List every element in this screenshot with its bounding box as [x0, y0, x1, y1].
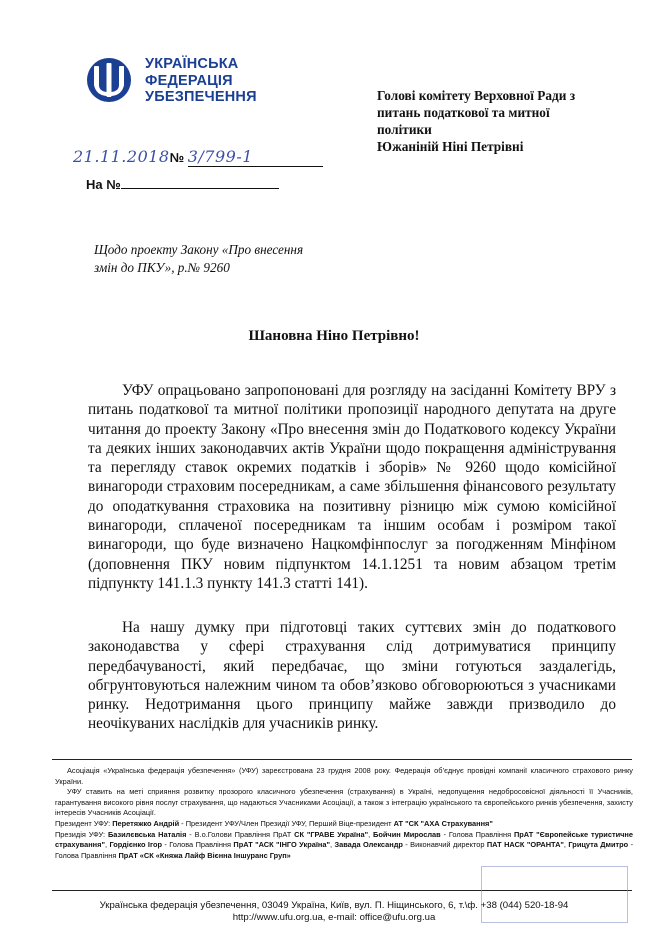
president-company: АТ "СК "АХА Страхування": [393, 818, 493, 828]
presidium-member-role: - Голова Правління: [161, 840, 234, 850]
presidium-member-name: Гордієнко Ігор: [109, 840, 162, 850]
president-name: Перетяжко Андрій: [112, 818, 180, 828]
presidium-member-role: - В.о.Голови Правління ПрАТ: [186, 829, 295, 839]
presidium-label: Президія УФУ:: [55, 829, 108, 839]
number-sign: №: [169, 150, 185, 165]
org-name-line: ФЕДЕРАЦІЯ: [145, 72, 233, 89]
footer-divider: [52, 759, 632, 760]
addressee-line: політики: [377, 122, 432, 137]
footer-president: [55, 819, 633, 830]
footer-note: УФУ ставить на меті сприяння розвитку прозорого класичного убезпечення (страхування) в Україні, недопущення недобросовісної діяльності її Учасників, гарантування високого рівня послуг страхування, що надаються Учасниками Асоціації, а також з інтеграцію українського та європейського ринків убезпечення, захисту інтересів Учасників Асоціації.: [55, 787, 633, 818]
salutation: Шановна Ніно Петрівно!: [248, 328, 420, 344]
incoming-label: На №: [86, 177, 121, 192]
president-role: - Президент УФУ/Член Президії УФУ, Перший Віце-президент: [179, 818, 394, 828]
contact-info: [0, 900, 668, 924]
president-label: Президент УФУ:: [55, 818, 113, 828]
org-name-line: УБЕЗПЕЧЕННЯ: [145, 89, 257, 105]
presidium-member-name: Бойчин Мирослав: [373, 829, 441, 839]
footer-notes: [55, 766, 633, 861]
presidium-member-role: - Виконавчий директор: [402, 840, 487, 850]
org-name-line: УКРАЇНСЬКА: [145, 56, 239, 72]
subject-line: змін до ПКУ», р.№ 9260: [94, 260, 230, 275]
presidium-member-role: - Голова Правління: [55, 840, 634, 860]
outgoing-number: 3/799-1: [187, 147, 253, 166]
footer-presidium: Президія УФУ: Базилєвська Наталія - В.о.Голови Правління ПрАТ СК "ГРАВЕ Україна", Бойчин Мирослав - Голова Правління ПрАТ "Європейське туристичне страхування", Гордієнко Ігор - Голова Правління ПрАТ "АСК "ІНГО Україна", Завада Олександр - Виконавчий директор ПАТ НАСК "ОРАНТА", Грицута Дмитро - Голова Правління ПрАТ «СК «Княжа Лайф Вієнна Іншуранс Груп»: [55, 829, 634, 860]
presidium-member-role: - Голова Правління: [440, 829, 514, 839]
subject-line: Щодо проекту Закону «Про внесення: [94, 242, 304, 257]
incoming-reference: [86, 176, 279, 192]
addressee-line: питань податкової та митної: [377, 105, 550, 120]
body-paragraph: [88, 618, 616, 734]
outgoing-date: 21.11.2018: [73, 147, 170, 166]
outgoing-number-field: [188, 147, 323, 167]
contact-address: Українська федерація убезпечення, 03049 Україна, Київ, вул. П. Ніщинського, 6, т.\ф. +38 (044) 520-18-94: [99, 900, 569, 911]
incoming-number-field: [121, 176, 279, 189]
presidium-member-name: Базилєвська Наталія: [107, 829, 187, 839]
presidium-member-company: ПрАТ «СК «Княжа Лайф Вієнна Іншуранс Груп»: [118, 850, 291, 860]
footer-note: Асоціація «Українська федерація убезпечення» (УФУ) зареєстрована 23 грудня 2008 року. Федерація об’єднує провідні компанії класичного страхового ринку України.: [55, 766, 633, 786]
paragraph-text: УФУ опрацьовано запропоновані для розгляду на засіданні Комітету ВРУ з питань податкової та митної політики пропозиції народного депутата на друге читання до проекту Закону «Про внесення змін до Податкового кодексу України та деяких інших законодавчих актів України щодо покращення адміністрування та перегляду ставок окремих податків і зборів» № 9260 щодо комісійної винагороди страховим посередникам, а саме збільшення фінансового результату до оподаткування страховика на позитивну різницю між сумою комісійної винагороди, сплаченої посередникам та іншим особам і розміром такої винагороди, що буде визначено Нацкомфінпослуг за погодженням Мінфіном (доповнення ПКУ новим підпунктом 14.1.1251 та новим абзацом третім підпункту 141.1.3 пункту 141.3 статті 141).: [88, 382, 616, 592]
presidium-member-company: СК "ГРАВЕ Україна": [294, 829, 369, 839]
letter-subject: [94, 241, 303, 277]
presidium-member-company: ПАТ НАСК "ОРАНТА": [486, 840, 564, 850]
addressee-block: [377, 87, 647, 155]
ufu-logo-icon: [86, 57, 132, 103]
body-paragraph: [88, 381, 616, 593]
addressee-name: Южаніній Ніні Петрівні: [377, 139, 524, 154]
presidium-member-company: ПрАТ "АСК "ІНГО Україна": [233, 840, 330, 850]
presidium-member-name: Грицута Дмитро: [568, 840, 629, 850]
organization-name: [145, 56, 257, 106]
addressee-line: Голові комітету Верховної Ради з: [377, 88, 576, 103]
presidium-member-company: ПрАТ "Європейське туристичне страхування": [55, 829, 633, 850]
presidium-member-name: Завада Олександр: [334, 840, 403, 850]
contact-web-email: http://www.ufu.org.ua, e-mail: office@ufu.org.ua: [232, 912, 436, 923]
paragraph-text: На нашу думку при підготовці таких суттєвих змін до податкового законодавства у сфері страхування слід дотримуватися принципу передбачуваності, який передбачає, що зміни готуються заздалегідь, обгрунтовуються належним чином та обов’язково обговорюються з учасниками ринку. Недотримання цього принципу майже завжди призводило до неочікуваних наслідків для учасників ринку.: [88, 619, 616, 733]
outgoing-reference: [73, 147, 323, 167]
